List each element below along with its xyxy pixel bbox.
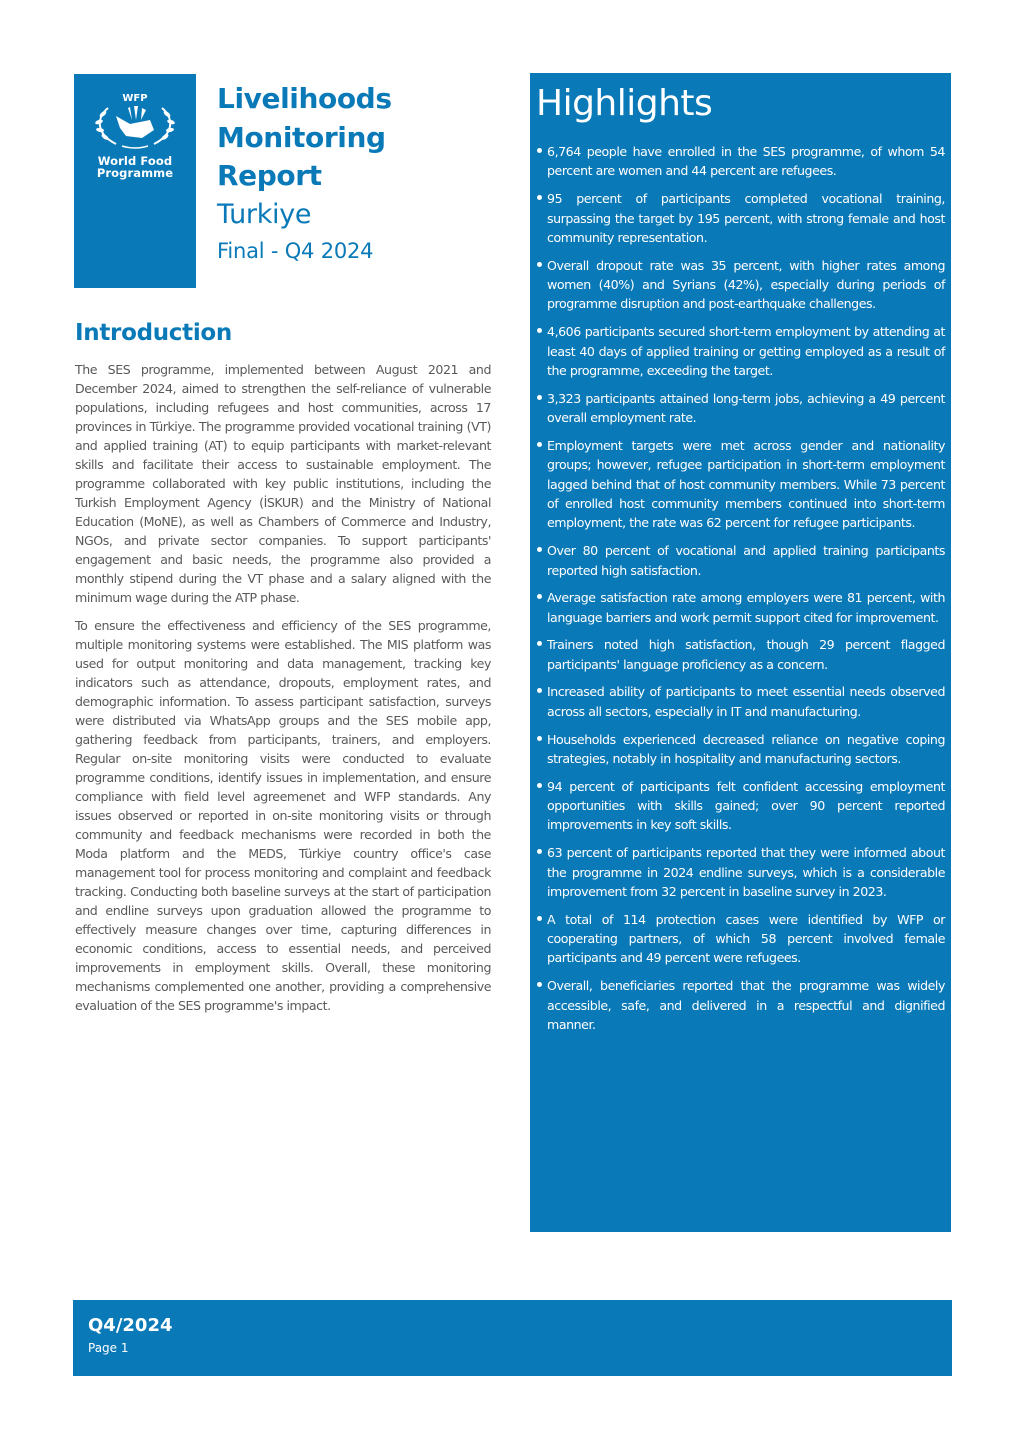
- report-country: Turkiye: [217, 198, 312, 230]
- highlight-text: Employment targets were met across gender and nationality groups; however, refugee participation in short-term employment lagged behind that of host community members. While 73 percent of enrolled host community members continued into short-term employment, the rate was 62 percent for refugee participants.: [547, 437, 945, 531]
- report-title-line3: Report: [217, 159, 322, 192]
- bullet-icon: [537, 641, 542, 646]
- highlight-text: Overall dropout rate was 35 percent, with higher rates among women (40%) and Syrians (42%), especially during periods of programme disruption and post-earthquake challenges.: [547, 257, 945, 312]
- bullet-icon: [537, 736, 542, 741]
- highlight-text: 94 percent of participants felt confident accessing employment opportunities with skills gained; over 90 percent reported improvements in key soft skills.: [547, 778, 945, 833]
- report-period: Final - Q4 2024: [217, 238, 374, 263]
- highlight-item: [536, 142, 945, 181]
- logo-wordmark: [74, 155, 196, 179]
- footer-period: Q4/2024: [88, 1315, 173, 1336]
- highlight-text: Average satisfaction rate among employers were 81 percent, with language barriers and work permit support cited for improvement.: [547, 590, 945, 625]
- highlight-text: Increased ability of participants to meet essential needs observed across all sectors, especially in IT and manufacturing.: [547, 684, 945, 719]
- bullet-icon: [537, 262, 542, 267]
- introduction-paragraph: The SES programme, implemented between August 2021 and December 2024, aimed to strengthen the self-reliance of vulnerable populations, including refugees and host communities, across 17 provinces in Türkiye. The programme provided vocational training (VT) and applied training (AT) to equip participants with market-relevant skills and facilitate their access to sustainable employment. The programme collaborated with key public institutions, including the Turkish Employment Agency (İSKUR) and the Ministry of National Education (MoNE), as well as Chambers of Commerce and Industry, NGOs, and private sector companies. To support participants' engagement and basic needs, the programme also provided a monthly stipend during the VT phase and a salary aligned with the minimum wage during the ATP phase.: [75, 362, 491, 605]
- highlight-text: 95 percent of participants completed vocational training, surpassing the target by 195 percent, with strong female and host community representation.: [547, 191, 945, 245]
- bullet-icon: [537, 916, 542, 921]
- highlight-item: [536, 436, 945, 533]
- highlight-item: [536, 322, 945, 380]
- highlight-item: [536, 635, 945, 674]
- highlight-text: Overall, beneficiaries reported that the programme was widely accessible, safe, and delivered in a respectful and dignified manner.: [547, 978, 945, 1032]
- page-footer: [73, 1300, 952, 1376]
- highlight-item: [536, 777, 945, 835]
- highlight-item: [536, 910, 945, 968]
- highlight-text: 4,606 participants secured short-term employment by attending at least 40 days of applied training or getting employed as a result of the programme, exceeding the target.: [547, 324, 945, 378]
- highlight-item: [536, 189, 945, 247]
- highlight-item: [536, 389, 945, 428]
- logo-name-line2: Programme: [96, 166, 174, 180]
- wfp-logo: [74, 74, 196, 288]
- highlight-item: [536, 256, 945, 314]
- highlight-text: A total of 114 protection cases were identified by WFP or cooperating partners, of which 58 percent involved female participants and 49 percent were refugees.: [547, 911, 945, 966]
- highlight-item: [536, 541, 945, 580]
- highlight-item: [536, 843, 945, 901]
- bullet-icon: [537, 148, 542, 153]
- bullet-icon: [537, 195, 542, 200]
- bullet-icon: [537, 688, 542, 693]
- bullet-icon: [537, 328, 542, 333]
- report-title-block: [217, 80, 507, 268]
- page-number: Page 1: [88, 1341, 129, 1355]
- highlights-heading: Highlights: [536, 83, 713, 124]
- bullet-icon: [537, 442, 542, 447]
- highlight-text: Households experienced decreased reliance on negative coping strategies, notably in hospitality and manufacturing sectors.: [547, 731, 945, 766]
- bullet-icon: [537, 594, 542, 599]
- bullet-icon: [537, 849, 542, 854]
- wfp-laurel-logo-icon: [86, 90, 184, 152]
- svg-text:WFP: WFP: [122, 93, 148, 104]
- highlight-text: 6,764 people have enrolled in the SES programme, of whom 54 percent are women and 44 percent are refugees.: [547, 144, 945, 179]
- highlight-text: 63 percent of participants reported that they were informed about the programme in 2024 endline surveys, which is a considerable improvement from 32 percent in baseline survey in 2023.: [547, 845, 945, 899]
- highlight-text: 3,323 participants attained long-term jobs, achieving a 49 percent overall employment rate.: [547, 390, 945, 426]
- logo-name-line1: World Food: [97, 154, 173, 168]
- bullet-icon: [537, 547, 542, 552]
- bullet-icon: [537, 982, 542, 987]
- highlight-text: Over 80 percent of vocational and applied training participants reported high satisfaction.: [547, 543, 945, 578]
- highlight-text: Trainers noted high satisfaction, though 29 percent flagged participants' language proficiency as a concern.: [547, 637, 945, 672]
- highlight-item: [536, 976, 945, 1034]
- report-title-line1: Livelihoods: [217, 82, 392, 115]
- highlight-item: [536, 682, 945, 721]
- bullet-icon: [537, 395, 542, 400]
- introduction-paragraph: To ensure the effectiveness and efficiency of the SES programme, multiple monitoring systems were established. The MIS platform was used for output monitoring and data management, tracking key indicators such as attendance, dropouts, employment rates, and demographic information. To assess participant satisfaction, surveys were distributed via WhatsApp groups and the SES mobile app, gathering feedback from participants, trainers, and employers. Regular on-site monitoring visits were conducted to evaluate programme conditions, identify issues in implementation, and ensure compliance with field level agreemenet and WFP standards. Any issues observed or reported in on-site monitoring visits or through community and feedback mechanisms were recorded in both the Moda platform and the MEDS, Türkiye country office's case management tool for process monitoring and complaint and feedback tracking. Conducting both baseline surveys at the start of participation and endline surveys upon graduation allowed the programme to effectively measure changes over time, capturing differences in economic conditions, access to essential needs, and perceived improvements in employment skills. Overall, these monitoring mechanisms complemented one another, providing a comprehensive evaluation of the SES programme's impact.: [75, 618, 491, 1013]
- highlight-item: [536, 730, 945, 769]
- report-title-line2: Monitoring: [217, 120, 386, 154]
- highlights-panel: [530, 73, 951, 1232]
- highlight-item: [536, 588, 945, 627]
- bullet-icon: [537, 783, 542, 788]
- highlights-list: [536, 142, 945, 1034]
- introduction-section: [75, 318, 491, 1024]
- introduction-heading: Introduction: [75, 320, 232, 346]
